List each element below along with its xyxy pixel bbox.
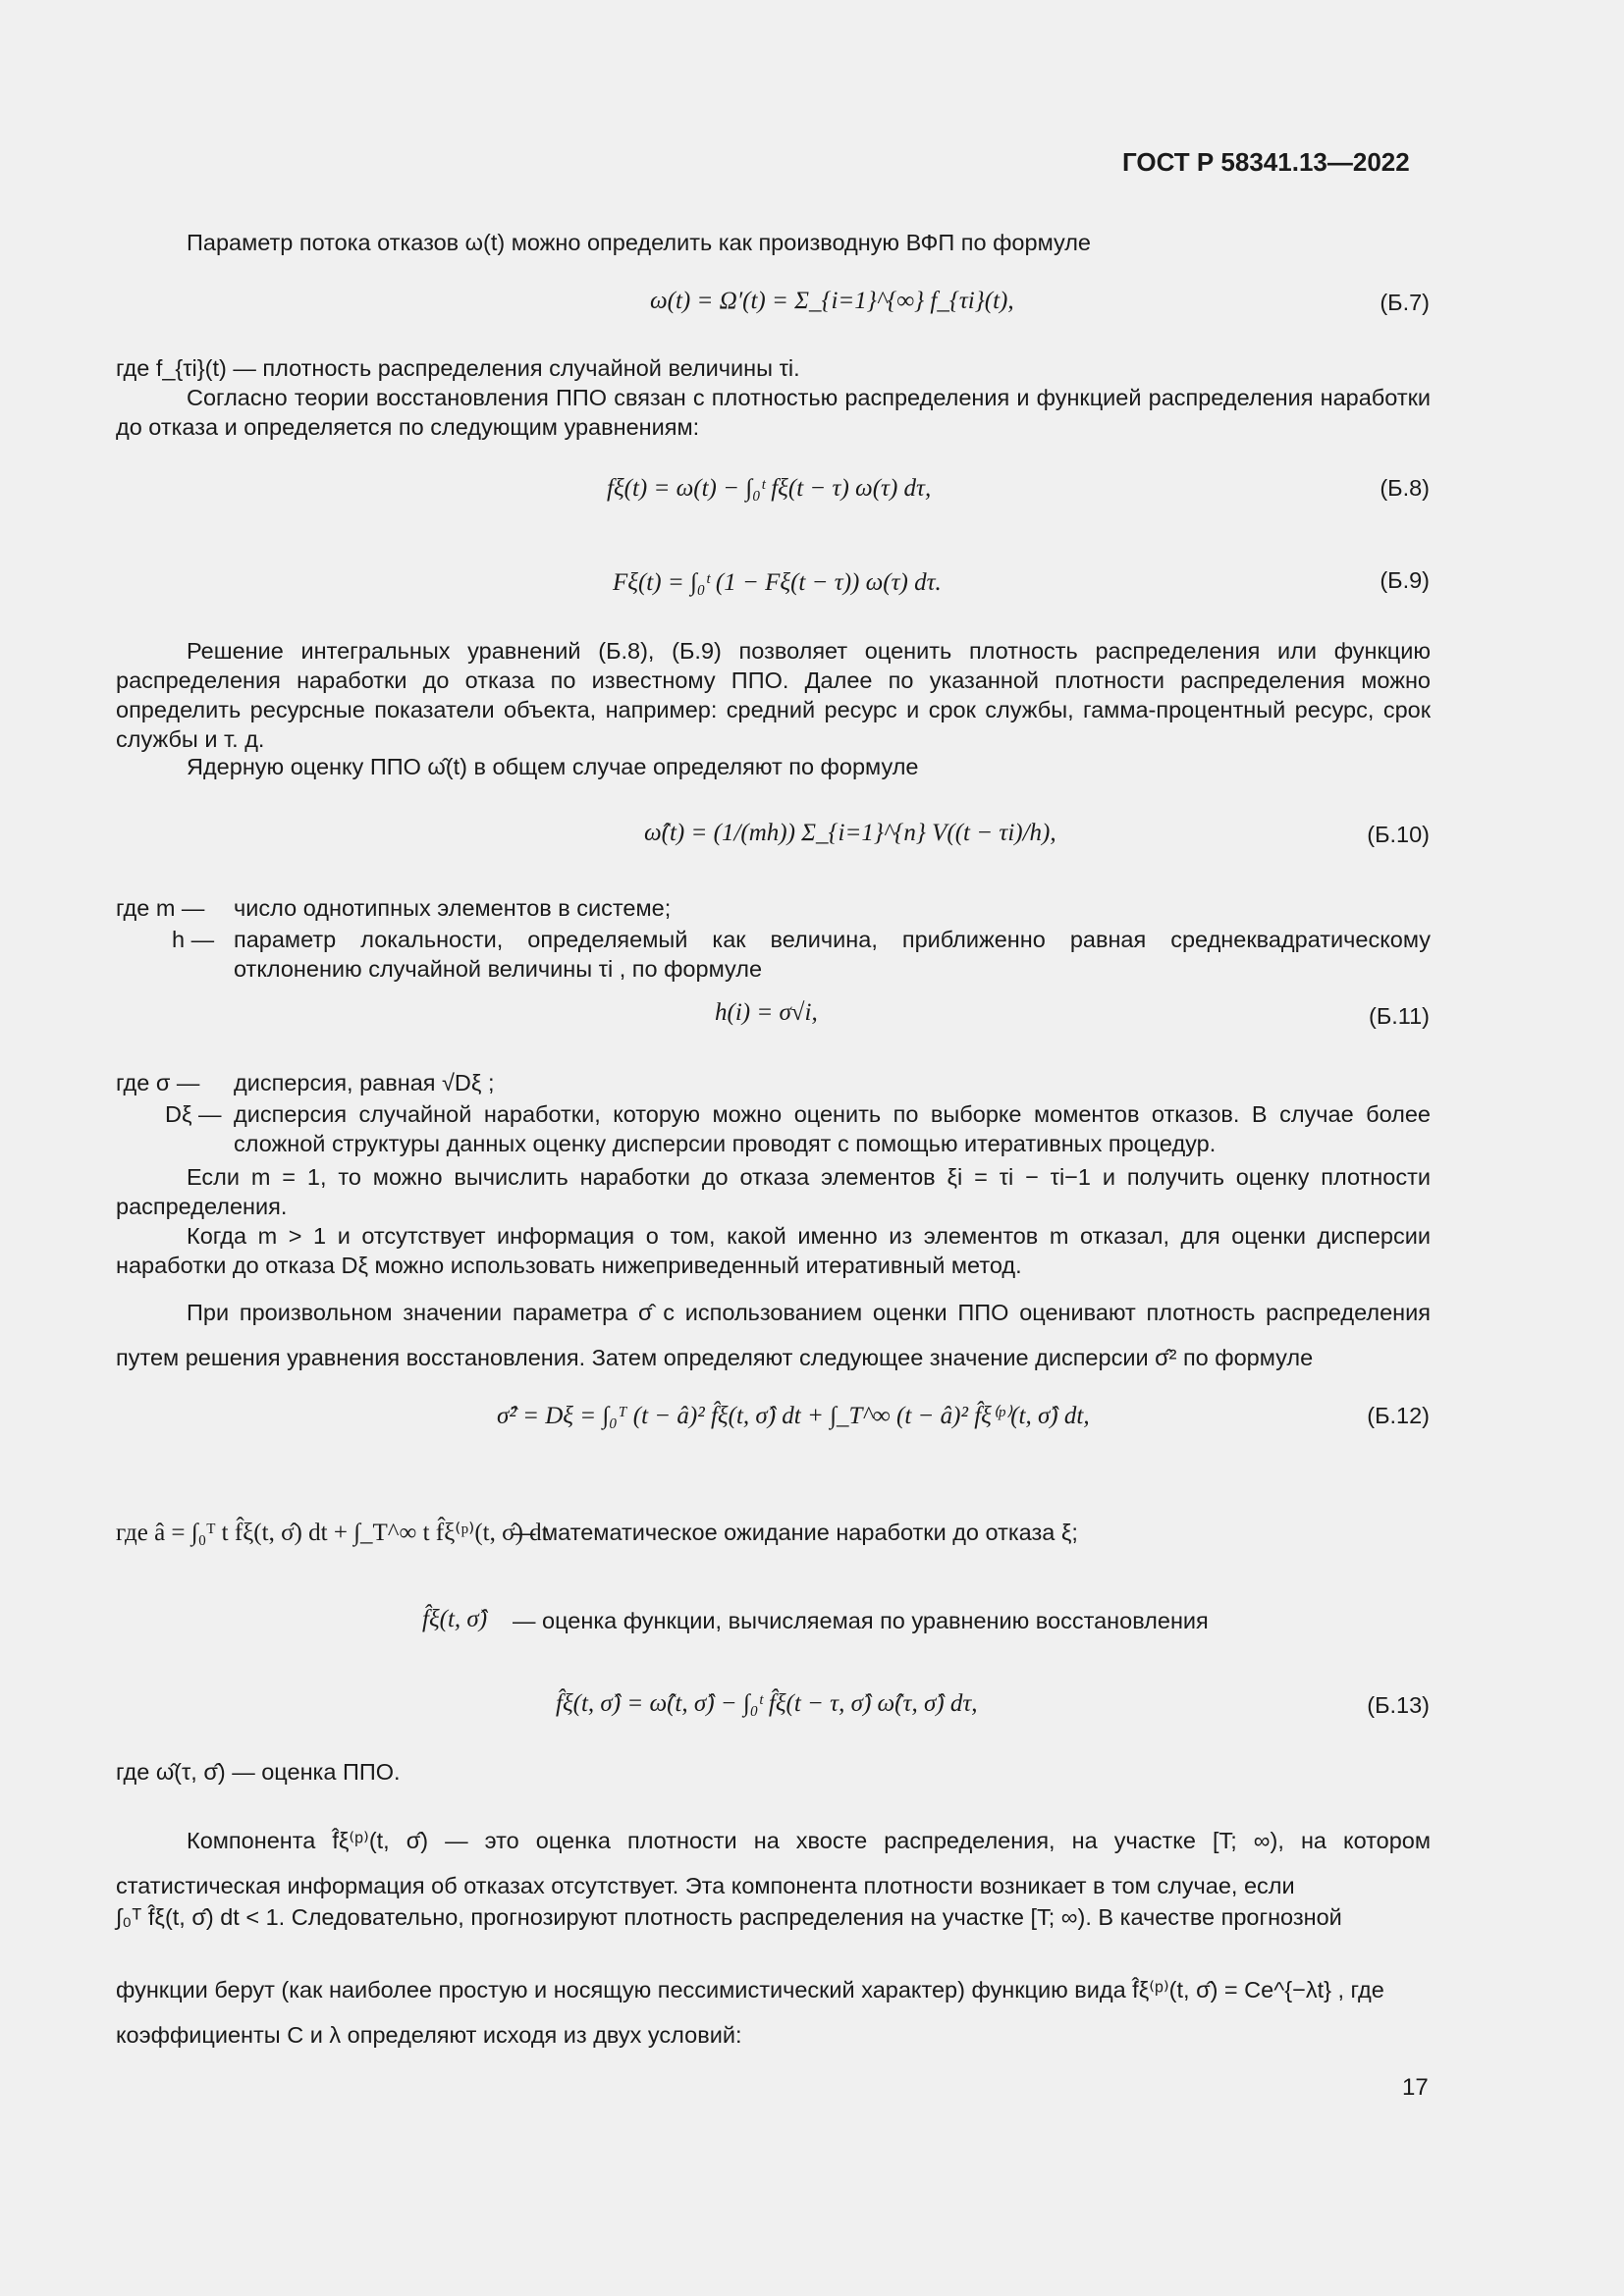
where-sigma-text: дисперсия, равная √Dξ ; (234, 1070, 495, 1095)
equation-number-b13: (Б.13) (1367, 1692, 1430, 1718)
equation-b7: ω(t) = Ω′(t) = Σ_{i=1}^{∞} f_{τi}(t), (650, 288, 1014, 314)
where-sigma-label: где σ — (116, 1070, 200, 1095)
where-dxi-label: Dξ — (165, 1101, 222, 1127)
paragraph-5: Ядерную оценку ППО ω̂(t) в общем случае определяют по формуле (187, 754, 919, 779)
equation-b8: fξ(t) = ω(t) − ∫₀ᵗ fξ(t − τ) ω(τ) dτ, (607, 475, 932, 502)
equation-b12: σ̂² = Dξ = ∫₀ᵀ (t − â)² f̂ξ(t, σ̂) dt + ∫_T^∞ (t − â)² f̂ξ⁽ᵖ⁾(t, σ̂) dt, (497, 1403, 1090, 1429)
paragraph-7: Когда m > 1 и отсутствует информация о том, какой именно из элементов m отказал, для оценки дисперсии наработки до отказа Dξ можно использовать нижеприведенный итеративный метод. (116, 1223, 1431, 1278)
equation-b10: ω̂(t) = (1/(mh)) Σ_{i=1}^{n} V((t − τi)/h), (644, 820, 1056, 846)
page-number: 17 (1402, 2074, 1429, 2101)
equation-b11: h(i) = σ√i, (715, 999, 818, 1026)
paragraph-1: Параметр потока отказов ω(t) можно определить как производную ВФП по формуле (187, 230, 1091, 255)
where-a-text: — математическое ожидание наработки до отказа ξ; (513, 1520, 1078, 1545)
equation-b9: Fξ(t) = ∫₀ᵗ (1 − Fξ(t − τ)) ω(τ) dτ. (613, 569, 942, 596)
where-f-text: — оценка функции, вычисляемая по уравнению восстановления (513, 1608, 1209, 1633)
paragraph-9: Компонента f̂ξ⁽ᵖ⁾(t, σ̂) — это оценка плотности на хвосте распределения, на участке [T; ∞), на котором статистическая информация об отказах отсутствует. Эта компонента плотности возникает в том случае, если (116, 1828, 1431, 1898)
where-h-text: параметр локальности, определяемый как величина, приближенно равная среднеквадратическому отклонению случайной величины τi , по формуле (234, 927, 1431, 982)
where-h-label: h — (172, 927, 215, 952)
where-m-label: где m — (116, 895, 205, 921)
paragraph-8: При произвольном значении параметра σ̂ с использованием оценки ППО оценивают плотность распределения путем решения уравнения восстановления. Затем определяют следующее значение дисперсии σ̂² по формуле (116, 1300, 1431, 1370)
equation-number-b11: (Б.11) (1369, 1003, 1430, 1029)
paragraph-6: Если m = 1, то можно вычислить наработки до отказа элементов ξi = τi − τi−1 и получить оценку плотности распределения. (116, 1164, 1431, 1219)
equation-number-b10: (Б.10) (1367, 822, 1430, 847)
paragraph-12: коэффициенты C и λ определяют исходя из двух условий: (116, 2022, 742, 2048)
equation-number-b9: (Б.9) (1380, 567, 1430, 593)
equation-number-b12: (Б.12) (1367, 1403, 1430, 1428)
paragraph-2: где f_{τi}(t) — плотность распределения случайной величины τi. (116, 355, 800, 381)
paragraph-11: функции берут (как наиболее простую и носящую пессимистический характер) функцию вида f̂ξ⁽ᵖ⁾(t, σ̂) = Ce^{−λt} , где (116, 1977, 1384, 2002)
paragraph-10: ∫₀ᵀ f̂ξ(t, σ̂) dt < 1. Следовательно, прогнозируют плотность распределения на участке [T; ∞). В качестве прогнозной (116, 1904, 1342, 1930)
where-omega: где ω̂(τ, σ̂) — оценка ППО. (116, 1759, 401, 1785)
equation-number-b8: (Б.8) (1380, 475, 1430, 501)
paragraph-4: Решение интегральных уравнений (Б.8), (Б.9) позволяет оценить плотность распределения или функцию распределения наработки до отказа по известному ППО. Далее по указанной плотности распределения можно определить ресурсные показатели объекта, например: средний ресурс и срок службы, гамма-процентный ресурс, срок службы и т. д. (116, 638, 1431, 752)
where-a-formula: где â = ∫₀ᵀ t f̂ξ(t, σ̂) dt + ∫_T^∞ t f̂ξ⁽ᵖ⁾(t, σ̂) dt (116, 1520, 549, 1546)
where-f-formula: f̂ξ(t, σ̂) (422, 1606, 488, 1632)
standard-header: ГОСТ Р 58341.13—2022 (1122, 147, 1410, 177)
where-dxi-text: дисперсия случайной наработки, которую можно оценить по выборке моментов отказов. В случае более сложной структуры данных оценку дисперсии проводят с помощью итеративных процедур. (234, 1101, 1431, 1156)
paragraph-3: Согласно теории восстановления ППО связан с плотностью распределения и функцией распределения наработки до отказа и определяется по следующим уравнениям: (116, 385, 1431, 440)
equation-number-b7: (Б.7) (1380, 290, 1430, 315)
equation-b13: f̂ξ(t, σ̂) = ω̂(t, σ̂) − ∫₀ᵗ f̂ξ(t − τ, σ̂) ω̂(τ, σ̂) dτ, (556, 1690, 978, 1717)
where-m-text: число однотипных элементов в системе; (234, 895, 672, 921)
